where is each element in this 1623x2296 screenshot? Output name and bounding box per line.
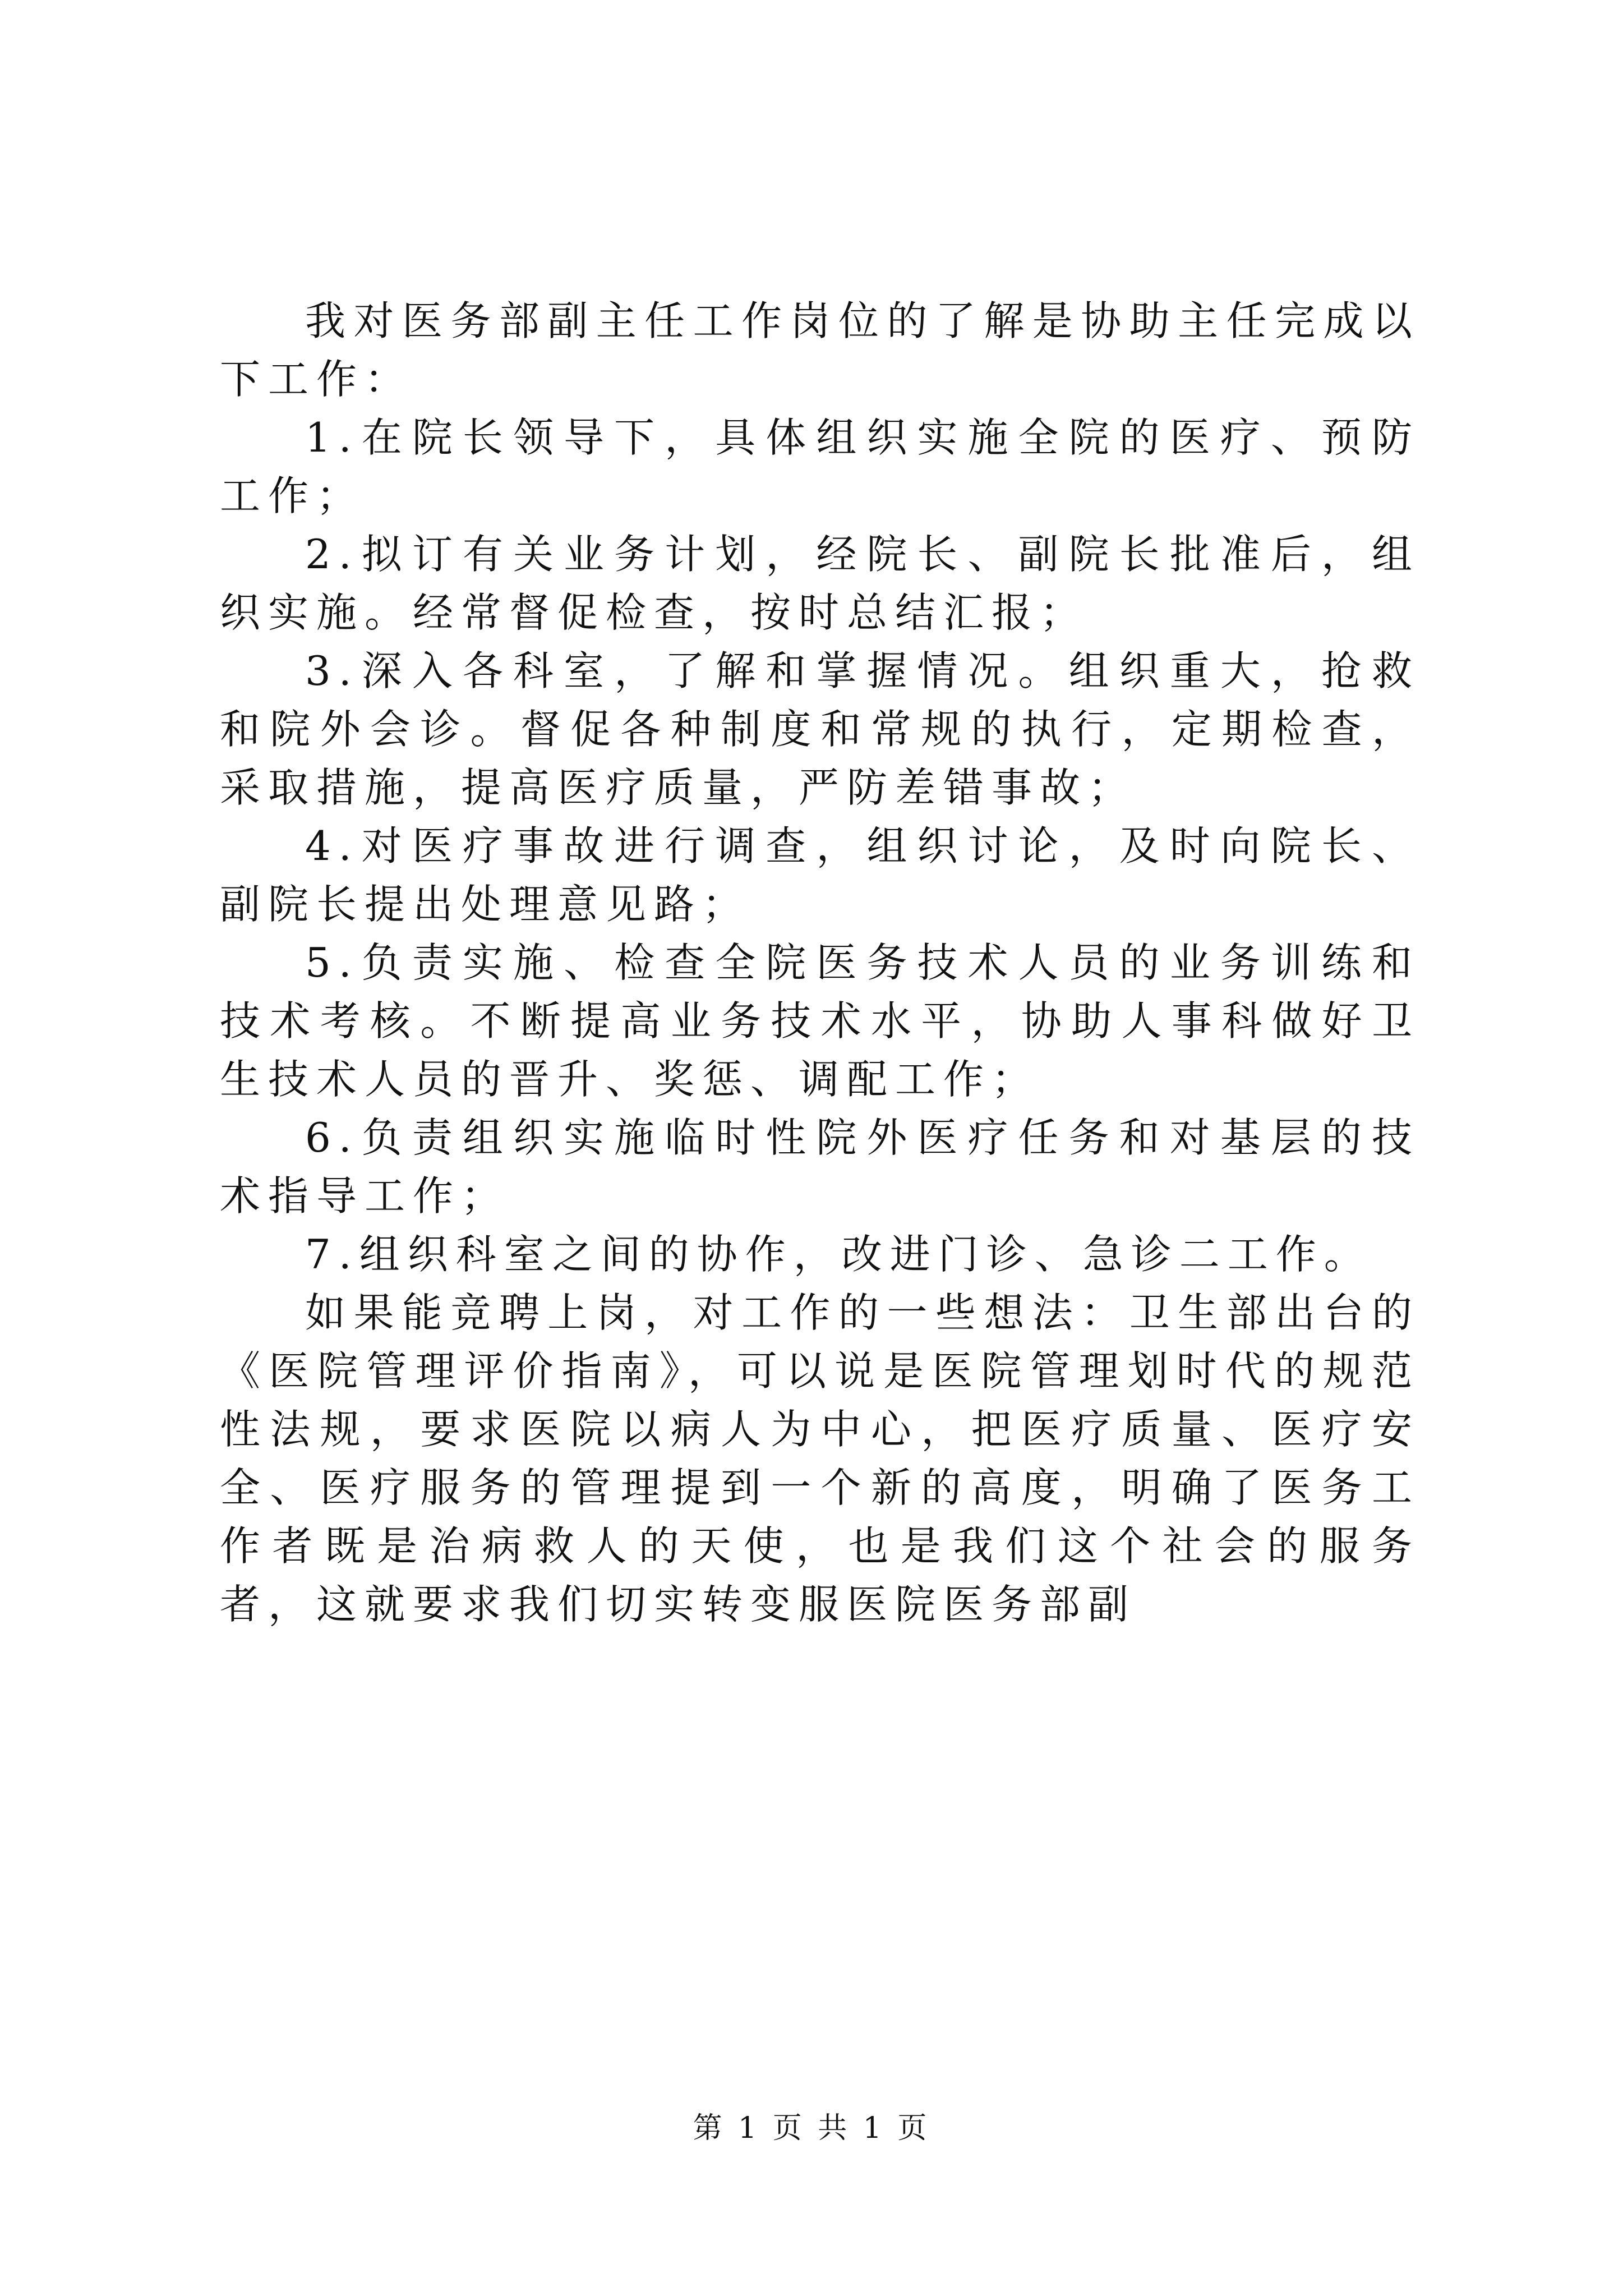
document-body	[220, 292, 1420, 1634]
paragraph-item-3: 3.深入各科室，了解和掌握情况。组织重大，抢救和院外会诊。督促各种制度和常规的执行，定期检查，采取措施，提高医疗质量，严防差错事故；	[220, 647, 1420, 811]
paragraph-item-1: 1.在院长领导下，具体组织实施全院的医疗、预防工作；	[220, 414, 1420, 519]
paragraph-item-4: 4.对医疗事故进行调查，组织讨论，及时向院长、副院长提出处理意见路；	[220, 822, 1420, 928]
paragraph-item-7: 7.组织科室之间的协作，改进门诊、急诊二工作。	[305, 1231, 1372, 1278]
page-footer: 第 1 页 共 1 页	[693, 2111, 930, 2145]
paragraph-item-2: 2.拟订有关业务计划，经院长、副院长批准后，组织实施。经常督促检查，按时总结汇报；	[220, 531, 1420, 636]
paragraph-intro: 我对医务部副主任工作岗位的了解是协助主任完成以下工作：	[220, 297, 1420, 403]
paragraph-item-5: 5.负责实施、检查全院医务技术人员的业务训练和技术考核。不断提高业务技术水平，协助人事科做好卫生技术人员的晋升、奖惩、调配工作；	[220, 939, 1420, 1103]
paragraph-thoughts: 如果能竞聘上岗，对工作的一些想法：卫生部出台的《医院管理评价指南》，可以说是医院管理划时代的规范性法规，要求医院以病人为中心，把医疗质量、医疗安全、医疗服务的管理提到一个新的高度，明确了医务工作者既是治病救人的天使，也是我们这个社会的服务者，这就要求我们切实转变服医院医务部副	[220, 1289, 1420, 1628]
paragraph-item-6: 6.负责组织实施临时性院外医疗任务和对基层的技术指导工作；	[220, 1114, 1420, 1220]
